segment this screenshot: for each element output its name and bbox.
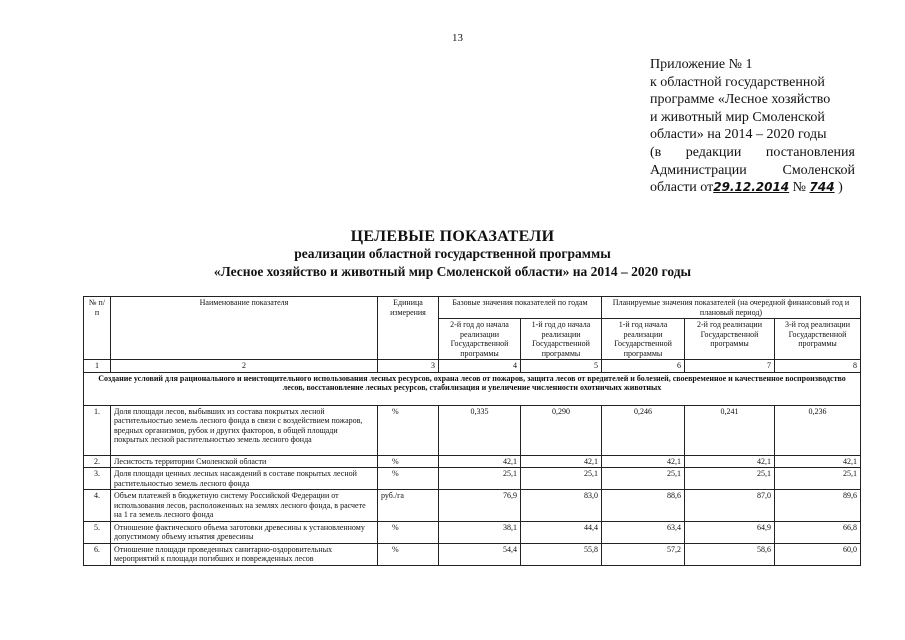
header-plan-1: 1-й год начала реализации Государственной программы xyxy=(602,319,685,360)
row-value: 55,8 xyxy=(521,543,602,565)
document-subtitle: реализации областной государственной программы xyxy=(294,246,611,261)
handwritten-number: 744 xyxy=(809,180,835,195)
row-value: 42,1 xyxy=(685,455,775,468)
number-sign: № xyxy=(792,180,807,196)
appendix-word: (в xyxy=(650,144,662,160)
row-indicator-name: Объем платежей в бюджетную систему Российской Федерации от использования лесов, расположенных на землях лесного фонда, в расчете на 1 га земель лесного фонда xyxy=(111,490,378,522)
appendix-line xyxy=(650,179,855,197)
table-row xyxy=(84,543,861,565)
row-number: 6. xyxy=(84,543,111,565)
page-number: 13 xyxy=(452,32,463,44)
row-value: 25,1 xyxy=(439,468,521,490)
program-name: «Лесное хозяйство и животный мир Смоленской области» на 2014 – 2020 годы xyxy=(213,264,692,279)
row-value: 54,4 xyxy=(439,543,521,565)
row-value: 25,1 xyxy=(602,468,685,490)
row-number: 5. xyxy=(84,521,111,543)
row-value: 25,1 xyxy=(521,468,602,490)
header-unit: Единица измерения xyxy=(378,297,439,360)
handwritten-date: 29.12.2014 xyxy=(713,180,790,195)
header-row xyxy=(84,297,861,319)
header-base-group: Базовые значения показателей по годам xyxy=(439,297,602,319)
appendix-line xyxy=(650,144,855,162)
row-value: 0,246 xyxy=(602,405,685,455)
appendix-line: и животный мир Смоленской xyxy=(650,109,825,125)
column-index: 8 xyxy=(775,360,861,373)
indicators-table xyxy=(83,296,861,566)
header-name: Наименование показателя xyxy=(111,297,378,360)
row-value: 42,1 xyxy=(521,455,602,468)
row-value: 0,236 xyxy=(775,405,861,455)
appendix-prefix: области от xyxy=(650,180,714,196)
column-index: 6 xyxy=(602,360,685,373)
column-index: 7 xyxy=(685,360,775,373)
closing-paren: ) xyxy=(838,180,843,196)
column-index: 5 xyxy=(521,360,602,373)
row-value: 57,2 xyxy=(602,543,685,565)
row-number: 2. xyxy=(84,455,111,468)
appendix-word: постановления xyxy=(765,144,855,160)
column-index-row xyxy=(84,360,861,373)
header-plan-2: 2-й год реализации Государственной программы xyxy=(685,319,775,360)
appendix-line xyxy=(650,162,855,180)
appendix-line: Приложение № 1 xyxy=(650,57,753,72)
row-value: 63,4 xyxy=(602,521,685,543)
row-value: 38,1 xyxy=(439,521,521,543)
row-indicator-name: Отношение площади проведенных санитарно-оздоровительных мероприятий к площади погибших и поврежденных лесов xyxy=(111,543,378,565)
row-value: 42,1 xyxy=(775,455,861,468)
row-value: 66,8 xyxy=(775,521,861,543)
column-index: 3 xyxy=(378,360,439,373)
table-row xyxy=(84,455,861,468)
row-indicator-name: Доля площади ценных лесных насаждений в составе покрытых лесной растительностью земель лесного фонда xyxy=(111,468,378,490)
header-base-1: 2-й год до начала реализации Государственной программы xyxy=(439,319,521,360)
appendix-word: редакции xyxy=(685,144,742,160)
section-title: Создание условий для рационального и неистощительного использования лесных ресурсов, охрана лесов от пожаров, защита лесов от вредителей и болезней, своевременное и качественное воспроизводство лесов, восстановление лесных ресурсов, стабилизация и увеличение численности охотничьих животных xyxy=(84,372,861,405)
row-value: 60,0 xyxy=(775,543,861,565)
header-plan-group: Планируемые значения показателей (на очередной финансовый год и плановый период) xyxy=(602,297,861,319)
row-unit: % xyxy=(378,468,439,490)
appendix-line: к областной государственной xyxy=(650,74,825,90)
document-title: ЦЕЛЕВЫЕ ПОКАЗАТЕЛИ xyxy=(350,228,555,245)
table-row xyxy=(84,490,861,522)
row-number: 1. xyxy=(84,405,111,455)
header-plan-3: 3-й год реализации Государственной программы xyxy=(775,319,861,360)
row-unit: % xyxy=(378,521,439,543)
table-row xyxy=(84,521,861,543)
row-unit: % xyxy=(378,455,439,468)
row-value: 0,290 xyxy=(521,405,602,455)
row-indicator-name: Лесистость территории Смоленской области xyxy=(111,455,378,468)
row-unit: % xyxy=(378,405,439,455)
row-value: 89,6 xyxy=(775,490,861,522)
row-value: 64,9 xyxy=(685,521,775,543)
row-value: 83,0 xyxy=(521,490,602,522)
row-value: 0,241 xyxy=(685,405,775,455)
row-unit: руб./га xyxy=(378,490,439,522)
row-value: 25,1 xyxy=(685,468,775,490)
column-index: 1 xyxy=(84,360,111,373)
row-value: 25,1 xyxy=(775,468,861,490)
row-value: 87,0 xyxy=(685,490,775,522)
section-row xyxy=(84,372,861,405)
appendix-line: области» на 2014 – 2020 годы xyxy=(650,127,827,143)
header-num: № п/п xyxy=(84,297,111,360)
appendix-note xyxy=(650,56,855,197)
row-value: 42,1 xyxy=(602,455,685,468)
appendix-word: Администрации xyxy=(650,162,747,178)
row-number: 3. xyxy=(84,468,111,490)
column-index: 2 xyxy=(111,360,378,373)
appendix-line: программе «Лесное хозяйство xyxy=(650,92,831,108)
table-row xyxy=(84,468,861,490)
row-value: 42,1 xyxy=(439,455,521,468)
row-indicator-name: Отношение фактического объема заготовки древесины к установленному допустимому объему изъятия древесины xyxy=(111,521,378,543)
row-indicator-name: Доля площади лесов, выбывших из состава покрытых лесной растительностью земель лесного фонда в связи с воздействием пожаров, вредных организмов, рубок и других факторов, в общей площади покрытых лесной растительностью земель лесного фонда xyxy=(111,405,378,455)
row-unit: % xyxy=(378,543,439,565)
appendix-word: Смоленской xyxy=(782,162,855,178)
column-index: 4 xyxy=(439,360,521,373)
row-number: 4. xyxy=(84,490,111,522)
row-value: 88,6 xyxy=(602,490,685,522)
row-value: 44,4 xyxy=(521,521,602,543)
row-value: 0,335 xyxy=(439,405,521,455)
header-base-2: 1-й год до начала реализации Государственной программы xyxy=(521,319,602,360)
row-value: 76,9 xyxy=(439,490,521,522)
table-row xyxy=(84,405,861,455)
row-value: 58,6 xyxy=(685,543,775,565)
